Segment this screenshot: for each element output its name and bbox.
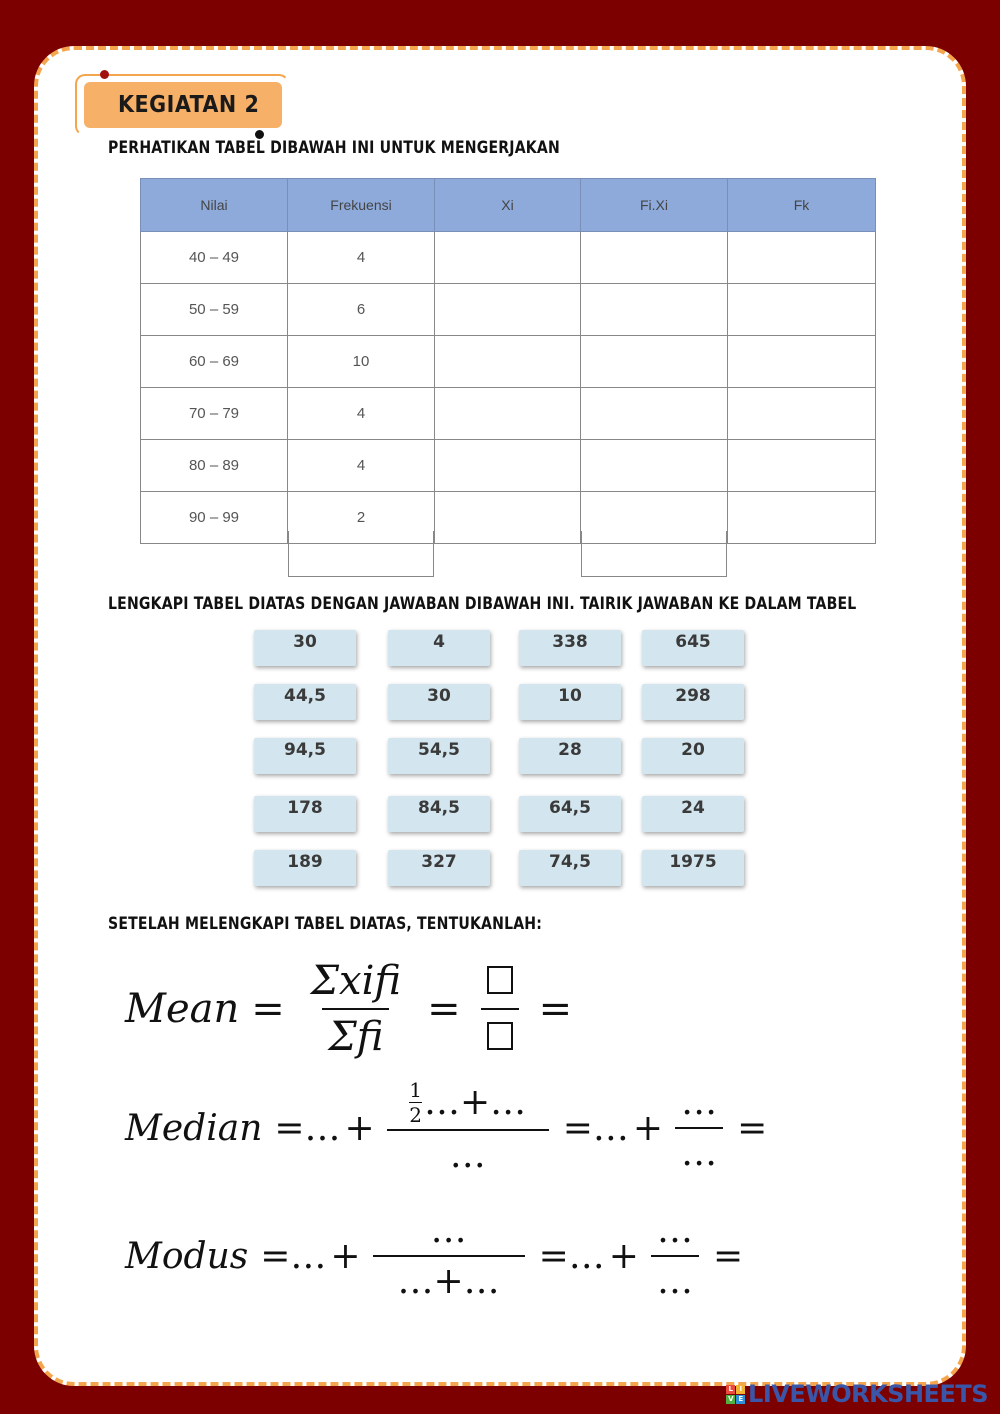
answer-chip[interactable]: 30 [254, 630, 356, 666]
modus-num2-blank[interactable]: … [656, 1210, 693, 1251]
instruction-observe: PERHATIKAN TABEL DIBAWAH INI UNTUK MENGERJAKAN [108, 138, 560, 158]
median-num2-blank[interactable]: … [681, 1082, 718, 1123]
logo-text: LIVEWORKSHEETS [748, 1380, 988, 1408]
mean-numerator: Σxifi [310, 958, 402, 1004]
fixi-drop-cell[interactable] [581, 388, 728, 440]
median-l-blank[interactable]: … [304, 1107, 341, 1149]
frekuensi-cell: 4 [288, 388, 435, 440]
answer-chip[interactable]: 178 [254, 796, 356, 832]
plus-sign: + [330, 1235, 361, 1277]
answer-chip[interactable]: 64,5 [519, 796, 621, 832]
nilai-cell: 70 – 79 [141, 388, 288, 440]
modus-d1-blank[interactable]: … [430, 1210, 467, 1251]
modus-formula: Modus = … + … … + … = … + $\frac{\dots}{\dots}$ = [125, 1210, 744, 1302]
total-fixi-cell[interactable] [581, 531, 727, 577]
frekuensi-cell: 2 [288, 492, 435, 544]
median-f-blank[interactable]: … [387, 1129, 549, 1176]
header-fixi: Fi.Xi [581, 179, 728, 232]
modus-den2-blank[interactable]: … [651, 1255, 699, 1302]
median-n-blank[interactable]: … [424, 1082, 460, 1123]
answer-chip[interactable]: 54,5 [388, 738, 490, 774]
answer-chip[interactable]: 298 [642, 684, 744, 720]
fk-drop-cell[interactable] [728, 284, 876, 336]
table-row [141, 440, 876, 492]
median-label: Median [125, 1107, 263, 1149]
mean-denominator: Σfi [322, 1008, 389, 1060]
modus-l2-blank[interactable]: … [568, 1235, 605, 1277]
nilai-cell: 90 – 99 [141, 492, 288, 544]
instruction-complete: LENGKAPI TABEL DIATAS DENGAN JAWABAN DIBAWAH INI. TAIRIK JAWABAN KE DALAM TABEL [108, 594, 857, 614]
answer-chip[interactable]: 84,5 [388, 796, 490, 832]
header-fk: Fk [728, 179, 876, 232]
nilai-cell: 50 – 59 [141, 284, 288, 336]
fixi-drop-cell[interactable] [581, 284, 728, 336]
modus-l-blank[interactable]: … [290, 1235, 327, 1277]
median-fk-blank[interactable]: … [490, 1082, 527, 1123]
answer-chip[interactable]: 44,5 [254, 684, 356, 720]
header-xi: Xi [435, 179, 581, 232]
nilai-cell: 60 – 69 [141, 336, 288, 388]
fk-drop-cell[interactable] [728, 440, 876, 492]
one-half: $\frac{1}{2}$ [409, 1078, 422, 1127]
table-row [141, 336, 876, 388]
activity-title: KEGIATAN 2 [84, 82, 282, 128]
mean-label: Mean [125, 986, 240, 1032]
answer-chip[interactable]: 338 [519, 630, 621, 666]
median-den2-blank[interactable]: … [675, 1127, 723, 1174]
xi-drop-cell[interactable] [435, 492, 581, 544]
answer-chip[interactable]: 189 [254, 850, 356, 886]
answer-chip[interactable]: 20 [642, 738, 744, 774]
xi-drop-cell[interactable] [435, 232, 581, 284]
answer-chip[interactable]: 4 [388, 630, 490, 666]
plus-sign: + [344, 1107, 375, 1149]
modus-label: Modus [125, 1235, 249, 1277]
fixi-drop-cell[interactable] [581, 336, 728, 388]
median-l2-blank[interactable]: … [592, 1107, 629, 1149]
table-header-row [141, 179, 876, 232]
fk-drop-cell[interactable] [728, 232, 876, 284]
answer-chip[interactable]: 74,5 [519, 850, 621, 886]
mean-formula: Mean = $\frac{\text{Σxifi}}{\text{Σfi}}$ = = [125, 958, 573, 1060]
table-row [141, 284, 876, 336]
fk-drop-cell[interactable] [728, 388, 876, 440]
xi-drop-cell[interactable] [435, 284, 581, 336]
answer-chip[interactable]: 645 [642, 630, 744, 666]
answer-chip[interactable]: 94,5 [254, 738, 356, 774]
plus-sign: + [608, 1235, 639, 1277]
xi-drop-cell[interactable] [435, 440, 581, 492]
answer-chip[interactable]: 1975 [642, 850, 744, 886]
answer-chip[interactable]: 30 [388, 684, 490, 720]
decor-dot [100, 70, 109, 79]
logo-mark-icon: L I V E [726, 1385, 745, 1404]
fixi-drop-cell[interactable] [581, 440, 728, 492]
header-frekuensi: Frekuensi [288, 179, 435, 232]
fk-drop-cell[interactable] [728, 492, 876, 544]
frekuensi-cell: 6 [288, 284, 435, 336]
modus-d1b-blank[interactable]: … [397, 1261, 434, 1302]
total-frekuensi-cell[interactable] [288, 531, 434, 577]
nilai-cell: 80 – 89 [141, 440, 288, 492]
instruction-determine: SETELAH MELENGKAPI TABEL DIATAS, TENTUKANLAH: [108, 914, 543, 934]
liveworksheets-logo [726, 1380, 988, 1408]
frekuensi-cell: 4 [288, 232, 435, 284]
answer-chip[interactable]: 327 [388, 850, 490, 886]
table-row [141, 388, 876, 440]
nilai-cell: 40 – 49 [141, 232, 288, 284]
answer-chip[interactable]: 10 [519, 684, 621, 720]
plus-sign: + [632, 1107, 664, 1149]
table-row [141, 232, 876, 284]
median-formula: Median = … + $\frac{1}{2}$ … + … … = … + $\frac{\dots}{\dots}$ = [125, 1078, 768, 1176]
plus-sign: + [433, 1261, 464, 1302]
answer-chip[interactable]: 28 [519, 738, 621, 774]
plus-sign: + [460, 1082, 491, 1123]
frequency-table [140, 178, 876, 544]
header-nilai: Nilai [141, 179, 288, 232]
modus-d2-blank[interactable]: … [463, 1261, 500, 1302]
xi-drop-cell[interactable] [435, 336, 581, 388]
xi-drop-cell[interactable] [435, 388, 581, 440]
mean-numerator-box[interactable] [487, 966, 513, 994]
mean-denominator-box[interactable] [487, 1022, 513, 1050]
table-row [141, 492, 876, 544]
frekuensi-cell: 10 [288, 336, 435, 388]
fixi-drop-cell[interactable] [581, 232, 728, 284]
frekuensi-cell: 4 [288, 440, 435, 492]
fk-drop-cell[interactable] [728, 336, 876, 388]
answer-chip[interactable]: 24 [642, 796, 744, 832]
